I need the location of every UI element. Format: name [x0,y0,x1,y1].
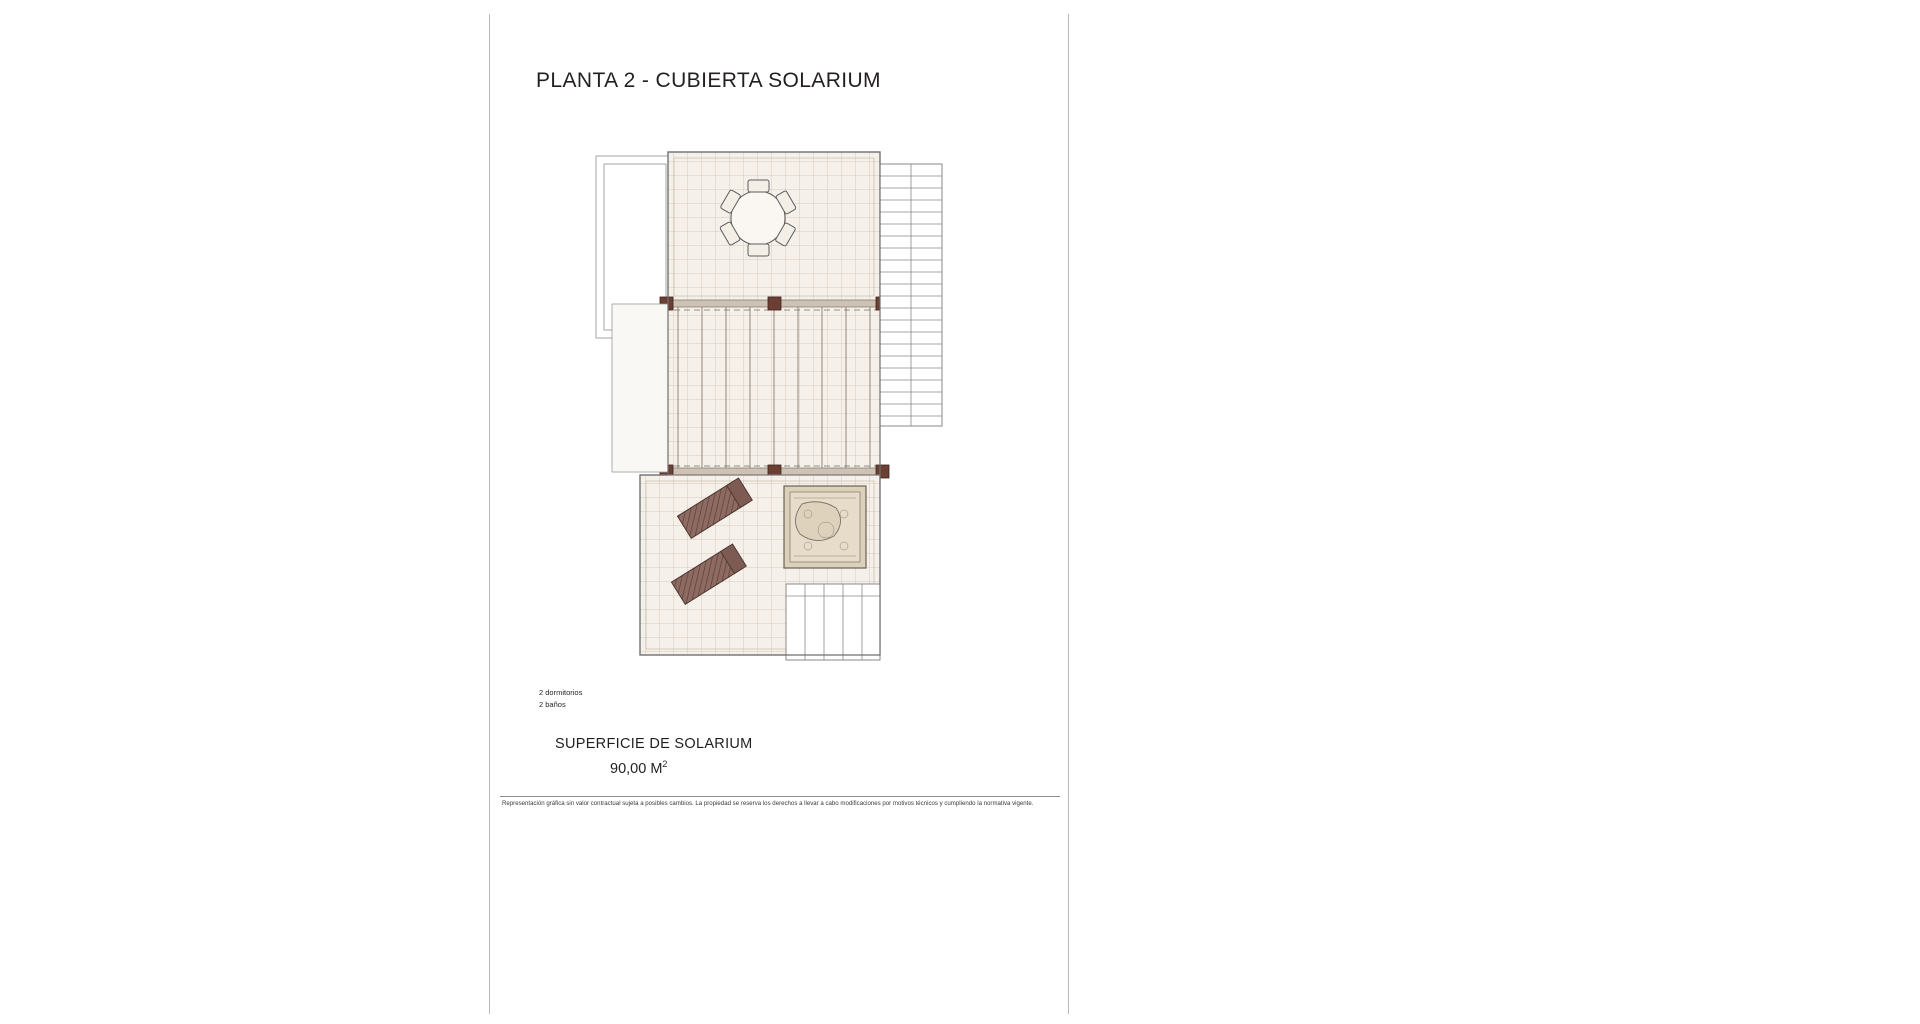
surface-value-exponent: 2 [662,759,668,769]
void-west [612,304,668,472]
planta-2-cubierta-solarium-floor-plan [590,134,1010,674]
jacuzzi [784,486,866,568]
bathrooms-note: 2 baños [539,700,566,709]
stairs-east [880,164,942,426]
plan-sheet [489,14,1069,1014]
surface-value [610,759,667,777]
footer-divider [500,796,1060,797]
bedrooms-note: 2 dormitorios [539,688,583,697]
surface-label: SUPERFICIE DE SOLARIUM [555,736,753,752]
stairs-south [786,584,880,660]
disclaimer-text: Representación gráfica sin valor contractual sujeta a posibles cambios. La propiedad se reserva los derechos a llevar a cabo modificaciones por motivos técnicos y cumpliendo la normativa vigente. [502,800,1034,807]
plan-sheet-inner [500,14,1060,1004]
pergola [660,297,889,478]
dining-table-round [720,180,797,256]
page-title: PLANTA 2 - CUBIERTA SOLARIUM [536,69,881,92]
surface-value-number: 90,00 M [610,760,663,777]
